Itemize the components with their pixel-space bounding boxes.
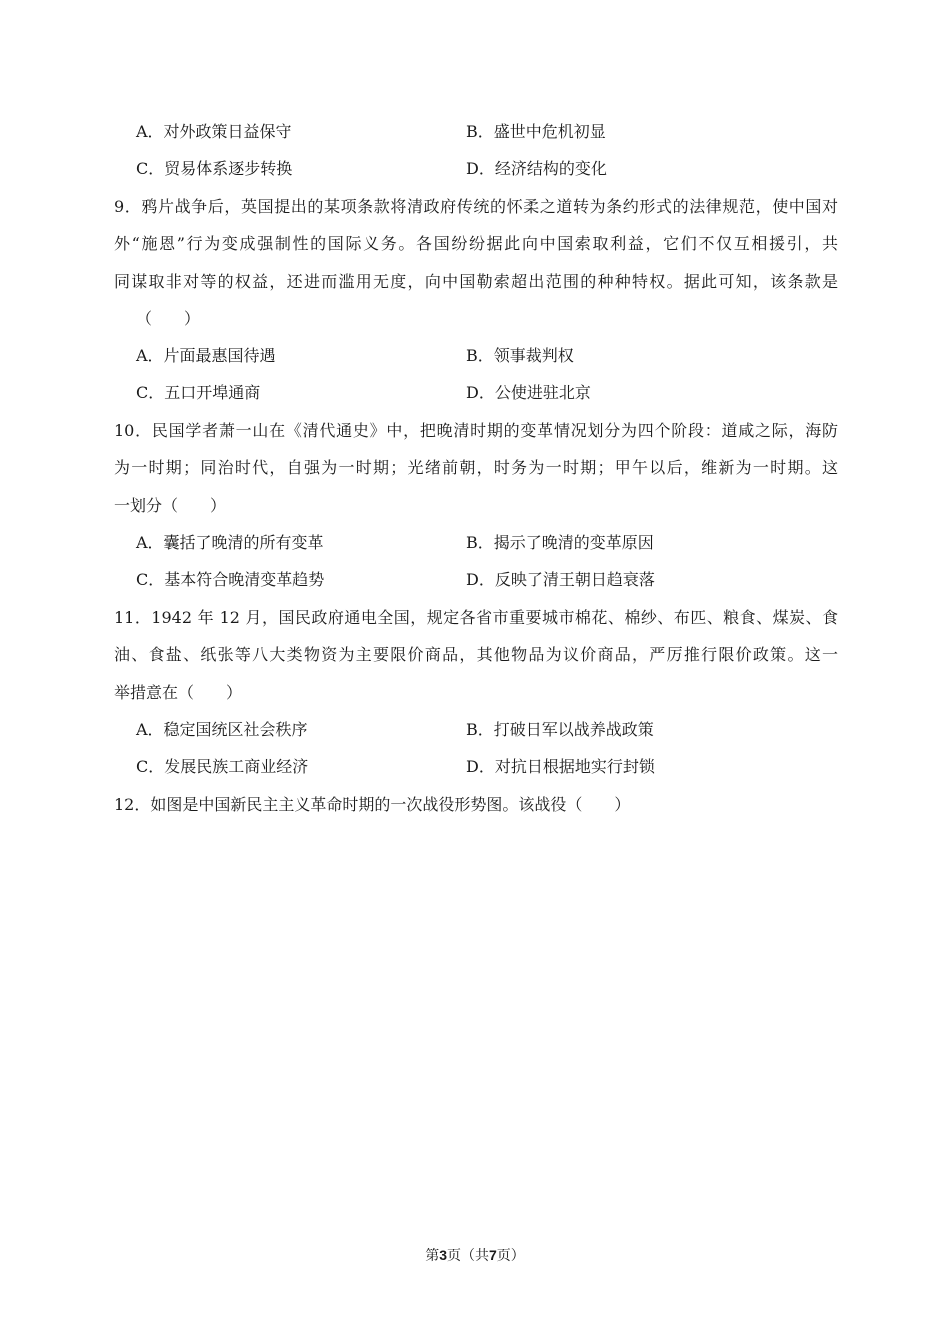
footer-prefix: 第 [425,1248,440,1264]
footer-page-number: 3 [439,1247,447,1263]
q10-option-c: C．基本符合晚清变革趋势 [136,570,325,589]
q10-stem-line-3: 一划分（ ） [114,496,227,515]
q9-stem-line-3: 同谋取非对等的权益，还进而滥用无度，向中国勒索超出范围的种种特权。据此可知，该条款是 [114,272,838,291]
q8-option-a: A．对外政策日益保守 [136,122,292,141]
q9-stem-line-1: 9．鸦片战争后，英国提出的某项条款将清政府传统的怀柔之道转为条约形式的法律规范，使中国对 [114,197,838,216]
footer-middle: 页（共 [447,1248,489,1264]
q9-answer-bracket: （ ） [136,309,201,328]
q9-option-d: D．公使进驻北京 [466,383,591,402]
footer-total-pages: 7 [489,1247,497,1263]
q11-option-a: A．稳定国统区社会秩序 [136,720,308,739]
q8-option-b: B．盛世中危机初显 [466,122,606,141]
q11-option-c: C．发展民族工商业经济 [136,757,309,776]
q11-option-b: B．打破日军以战养战政策 [466,720,654,739]
q8-option-d: D．经济结构的变化 [466,159,607,178]
q9-option-c: C．五口开埠通商 [136,383,261,402]
q11-stem-line-3: 举措意在（ ） [114,683,243,702]
q12-stem-line-1: 12．如图是中国新民主主义革命时期的一次战役形势图。该战役（ ） [114,795,631,814]
q9-stem-line-2: 外“施恩”行为变成强制性的国际义务。各国纷纷据此向中国索取利益，它们不仅互相援引，共 [114,234,838,253]
q10-option-d: D．反映了清王朝日趋衰落 [466,570,655,589]
footer-suffix: 页） [496,1248,525,1264]
page-footer [0,1246,950,1265]
q9-option-b: B．领事裁判权 [466,346,574,365]
q10-stem-line-1: 10．民国学者萧一山在《清代通史》中，把晚清时期的变革情况划分为四个阶段：道咸之际，海防 [114,421,838,440]
q10-option-b: B．揭示了晚清的变革原因 [466,533,654,552]
q10-option-a: A．囊括了晚清的所有变革 [136,533,324,552]
q10-stem-line-2: 为一时期；同治时代，自强为一时期；光绪前朝，时务为一时期；甲午以后，维新为一时期。这 [114,458,838,477]
q11-stem-line-1: 11．1942 年 12 月，国民政府通电全国，规定各省市重要城市棉花、棉纱、布匹、粮食、煤炭、食 [114,608,838,627]
q11-option-d: D．对抗日根据地实行封锁 [466,757,655,776]
q11-stem-line-2: 油、食盐、纸张等八大类物资为主要限价商品，其他物品为议价商品，严厉推行限价政策。这一 [114,645,838,664]
q8-option-c: C．贸易体系逐步转换 [136,159,293,178]
q9-option-a: A．片面最惠国待遇 [136,346,276,365]
